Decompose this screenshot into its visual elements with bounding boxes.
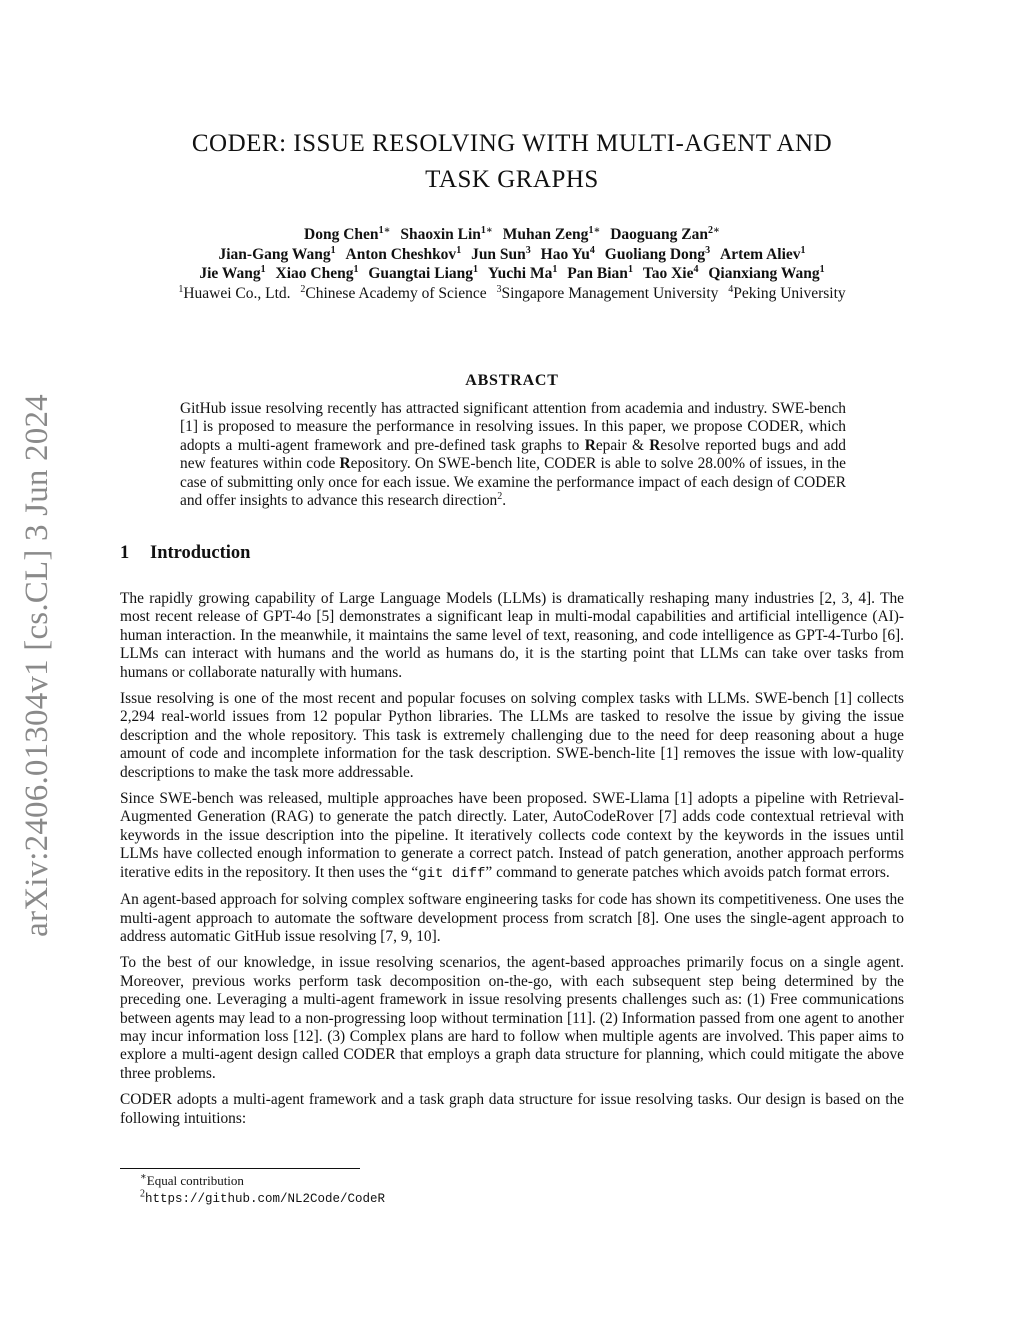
author-name: Guoliang Dong	[604, 245, 706, 263]
affiliation-name: Huawei Co., Ltd.	[183, 284, 291, 302]
author	[610, 226, 720, 243]
text-run: .	[502, 492, 507, 510]
text-run: ” command to generate patches which avoids patch format errors.	[485, 863, 890, 881]
text-run: GitHub issue resolving recently has attracted significant attention from academia and industry. SWE-bench [1] is proposed to measure the performance in resolving issues. In this paper, we propose CODER, which adopts a multi-agent framework and pre-defined task graphs to	[180, 400, 846, 454]
author-name: Artem Aliev	[720, 245, 801, 263]
arxiv-sidebar	[6, 370, 68, 960]
footnote-ref: 2	[497, 490, 503, 502]
footnote-mark: 2	[140, 1188, 145, 1200]
author-name: Jian-Gang Wang	[218, 245, 331, 263]
author	[471, 246, 531, 263]
author-affiliation-mark: 1	[456, 244, 462, 256]
author-name: Yuchi Ma	[487, 265, 553, 282]
text-run: To the best of our knowledge, in issue resolving scenarios, the agent-based approaches primarily focus on a single agent. Moreover, previous works perform task decomposition on-the-go, with each subsequent step being determined by the preceding one. Leveraging a multi-agent framework in issue resolving presents challenges such as: (1) Free communications between agents may lead to a non-progressing loop without termination [11]. (2) Information passed from one agent to another may incur information loss [12]. (3) Complex plans are hard to follow when multiple agents are involved. This paper aims to explore a multi-agent design called CODER that employs a graph data structure for planning, which could mitigate the above three problems.	[120, 954, 904, 1082]
author-name: Pan Bian	[567, 265, 628, 282]
affiliation-name: Singapore Management University	[501, 284, 719, 302]
author-affiliation-mark: 1	[353, 263, 359, 275]
author	[368, 265, 478, 282]
author-affiliation-mark: 1∗	[588, 224, 601, 236]
author-line	[120, 225, 904, 245]
footnote-mark: ∗	[140, 1171, 147, 1183]
bold-letter: R	[649, 436, 661, 454]
author-name: Xiao Cheng	[275, 265, 354, 282]
author-name: Daoguang Zan	[610, 226, 709, 243]
author-affiliation-mark: 4	[589, 244, 595, 256]
paper-title	[120, 126, 904, 198]
section-number: 1	[120, 543, 130, 563]
author-affiliation-mark: 1	[473, 263, 478, 275]
author-line	[120, 245, 904, 265]
footnote-text: Equal contribution	[146, 1173, 244, 1188]
author	[708, 265, 824, 282]
paragraph	[120, 954, 904, 1083]
author-line	[120, 264, 904, 284]
author	[400, 226, 492, 243]
title-line-1: CODER: ISSUE RESOLVING WITH MULTI-AGENT AND	[191, 130, 833, 157]
author	[541, 246, 595, 263]
author-affiliation-mark: 1	[819, 263, 825, 275]
author-name: Shaoxin Lin	[400, 226, 481, 243]
author-name: Dong Chen	[304, 226, 379, 243]
text-run: epair &	[595, 436, 650, 454]
author	[488, 265, 557, 282]
author-affiliation-mark: 3	[525, 244, 531, 256]
abstract-text	[180, 400, 846, 510]
affiliation-name: Chinese Academy of Science	[305, 284, 487, 302]
footnote-divider	[120, 1168, 360, 1169]
paragraph	[120, 1091, 904, 1128]
author	[199, 265, 265, 282]
author-name: Tao Xie	[642, 265, 694, 282]
affiliation-name: Peking University	[733, 284, 846, 302]
text-run: Issue resolving is one of the most recent and popular focuses on solving complex tasks with LLMs. SWE-bench [1] collects 2,294 real-world issues from 12 popular Python libraries. The LLMs are tasked to resolve the issue by giving the issue description and the whole repository. This task is extremely challenging due to the need for deep reasoning about a huge amount of code and incomplete information for the task description. SWE-bench-lite [1] removes the issue with low-quality descriptions to make the task more addressable.	[120, 690, 904, 781]
affiliation-mark: 2	[300, 283, 306, 295]
paragraph	[120, 590, 904, 682]
author-affiliation-mark: 3	[705, 244, 711, 256]
author	[276, 265, 359, 282]
footnote	[140, 1172, 385, 1189]
author-name: Jun Sun	[471, 245, 526, 263]
affiliation-line	[120, 284, 904, 304]
affiliation	[728, 285, 845, 302]
text-run: esolve reported bugs and add new features within code	[180, 436, 846, 473]
author-affiliation-mark: 4	[693, 263, 699, 275]
affiliation	[496, 285, 718, 302]
bold-letter: R	[584, 436, 596, 454]
author	[567, 265, 633, 282]
author-affiliation-mark: 1	[627, 263, 633, 275]
author-name: Jie Wang	[199, 265, 261, 282]
section-body	[120, 590, 904, 1136]
affiliation-mark: 3	[496, 283, 502, 295]
author-affiliation-mark: 1	[260, 263, 266, 275]
text-run: CODER adopts a multi-agent framework and a task graph data structure for issue resolving tasks. Our design is based on the following intuitions:	[120, 1091, 904, 1127]
affiliation	[178, 285, 290, 302]
author-name: Anton Cheshkov	[345, 245, 457, 263]
author-affiliation-mark: 1∗	[378, 224, 391, 236]
text-run: Since SWE-bench was released, multiple approaches have been proposed. SWE-Llama [1] adopts a pipeline with Retrieval-Augmented Generation (RAG) to generate the patch directly. Later, AutoCodeRover [7] adds code contextual retrieval with keywords in the issue description into the pipeline. It iteratively collects code context by the keywords in the issues until LLMs have collected enough information to generate a correct patch. Instead of patch generation, another approach performs iterative edits in the repository. It then uses the “	[120, 790, 904, 881]
author	[720, 246, 805, 263]
author-affiliation-mark: 1	[552, 263, 558, 275]
author-affiliation-mark: 2∗	[708, 224, 720, 236]
section-heading	[120, 543, 250, 564]
author-block	[120, 225, 904, 303]
author-name: Qianxiang Wang	[708, 265, 820, 282]
title-line-2: TASK GRAPHS	[425, 166, 599, 193]
footnote	[140, 1189, 385, 1208]
section-title: Introduction	[150, 543, 251, 563]
footnotes	[140, 1172, 385, 1208]
paragraph	[120, 790, 904, 883]
text-run: The rapidly growing capability of Large Language Models (LLMs) is dramatically reshaping many industries [2, 3, 4]. The most recent release of GPT-4o [5] demonstrates a significant leap in multi-modal capabilities and artificial intelligence (AI)-human interaction. In the meanwhile, it maintains the same level of text, reasoning, and code intelligence as GPT-4-Turbo [6]. LLMs can interact with humans and the world as humans do, it is the starting point that LLMs can take over tasks from humans or collaborate naturally with humans.	[120, 590, 904, 681]
text-run: epository. On SWE-bench lite, CODER is able to solve 28.00% of issues, in the case of submitting only once for each issue. We examine the performance impact of each design of CODER and offer insights to advance this research direction	[180, 455, 846, 510]
author-affiliation-mark: 1	[330, 244, 336, 256]
author	[643, 265, 699, 282]
footnote-url: https://github.com/NL2Code/CodeR	[145, 1192, 386, 1206]
author	[218, 246, 335, 263]
author	[304, 226, 390, 243]
author-name: Guangtai Liang	[368, 265, 473, 282]
author-affiliation-mark: 1	[800, 244, 806, 256]
author	[503, 226, 601, 243]
author-name: Muhan Zeng	[502, 226, 589, 243]
author	[346, 246, 462, 263]
paragraph	[120, 891, 904, 946]
author-affiliation-mark: 1∗	[480, 224, 493, 236]
author	[605, 246, 710, 263]
text-run: An agent-based approach for solving complex software engineering tasks for code has shown its competitiveness. One uses the multi-agent approach to automate the software development process from scratch [8]. One uses the single-agent approach to address automatic GitHub issue resolving [7, 9, 10].	[120, 891, 904, 945]
affiliation-mark: 1	[178, 283, 184, 295]
inline-code: git diff	[418, 865, 486, 882]
abstract-heading: ABSTRACT	[465, 372, 559, 389]
author-name: Hao Yu	[540, 245, 590, 263]
affiliation-mark: 4	[728, 283, 734, 295]
paragraph	[120, 690, 904, 782]
arxiv-identifier: arXiv:2406.01304v1 [cs.CL] 3 Jun 2024	[18, 393, 55, 937]
bold-letter: R	[339, 455, 351, 473]
affiliation	[300, 285, 486, 302]
